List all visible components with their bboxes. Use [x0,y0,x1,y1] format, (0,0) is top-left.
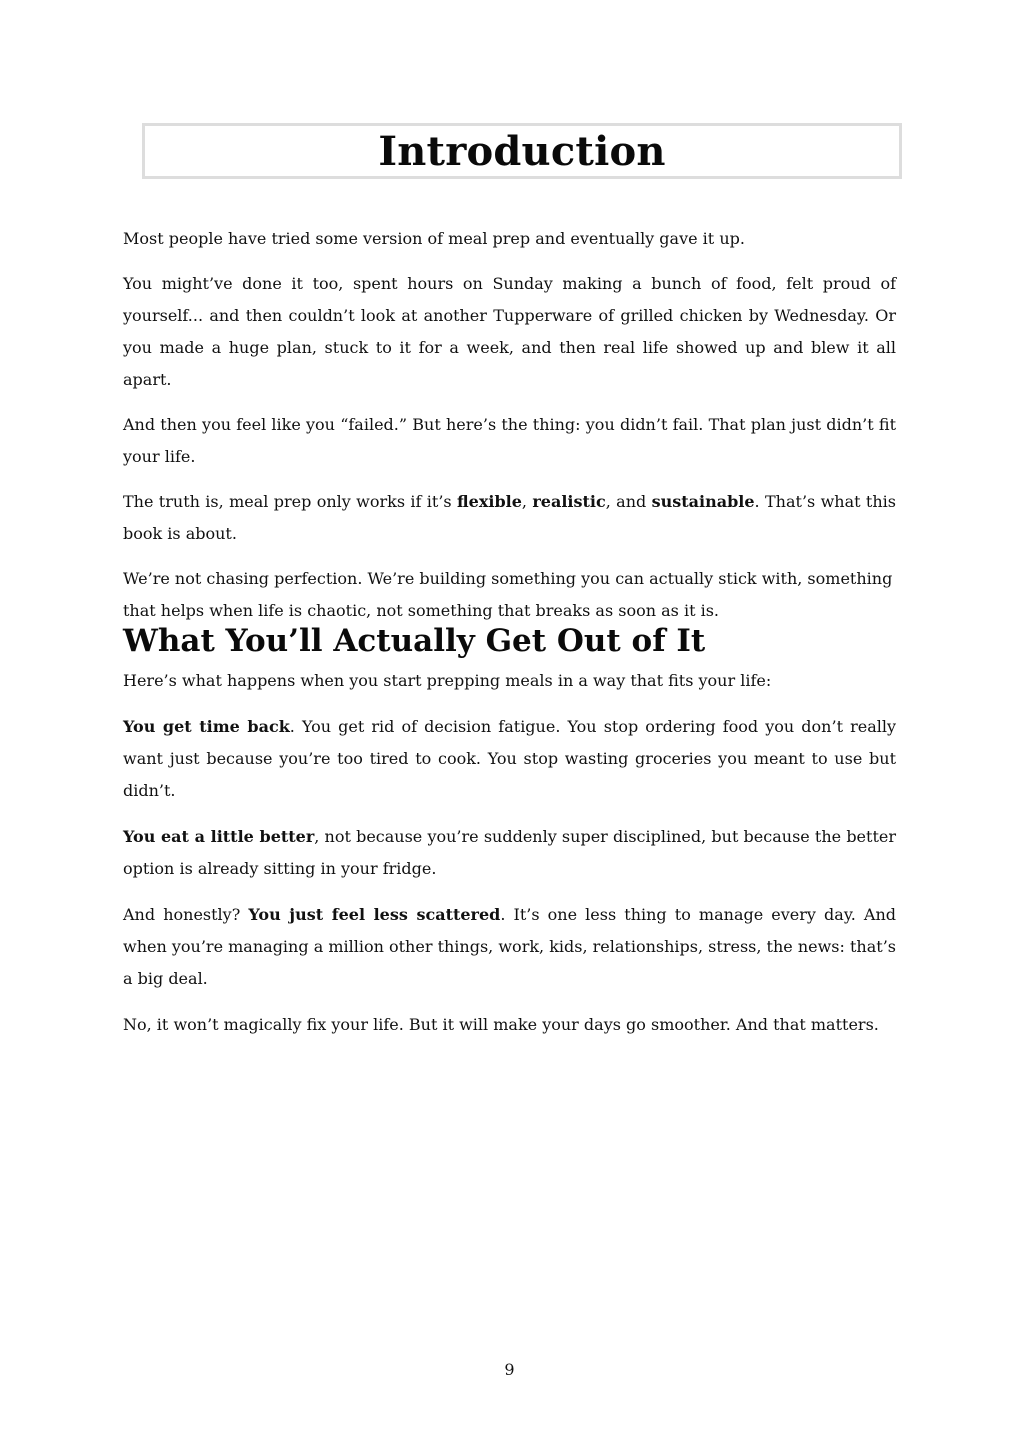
title-box [142,123,902,179]
section-paragraph-4 [123,899,896,995]
section-body [123,665,896,1055]
intro-section [123,223,896,640]
text-run: , and [605,492,652,511]
intro-paragraph-1: Most people have tried some version of meal prep and eventually gave it up. [123,229,745,248]
intro-paragraph-2: You might’ve done it too, spent hours on Sunday making a bunch of food, felt proud of yourself... and then couldn’t look at another Tupperware of grilled chicken by Wednesday. Or you made a huge plan, stuck to it for a week, and then real life showed up and blew it all apart. [123,274,896,389]
page-number: 9 [504,1360,515,1379]
section-paragraph-5: No, it won’t magically fix your life. But it will make your days go smoother. And that matters. [123,1015,879,1034]
text-run: , [521,492,533,511]
text-run: And honestly? [123,905,249,924]
section-paragraph-1: Here’s what happens when you start prepping meals in a way that fits your life: [123,671,772,690]
bold-text: realistic [532,492,606,511]
bold-text: You just feel less scattered [248,905,501,924]
bold-text: You get time back [123,717,290,736]
intro-paragraph-4 [123,486,896,550]
bold-text: You eat a little better [123,827,315,846]
intro-paragraph-5: We’re not chasing perfection. We’re building something you can actually stick with, something that helps when life is chaotic, not something that breaks as soon as it is. [123,569,893,620]
text-run: . You get rid of decision fatigue. You stop ordering food you don’t really want just because you’re too tired to cook. You stop wasting groceries you meant to use but didn’t. [123,717,897,800]
text-run: The truth is, meal prep only works if it’s [123,492,458,511]
section-paragraph-3 [123,821,896,885]
bold-text: flexible [457,492,522,511]
bold-text: sustainable [651,492,755,511]
intro-paragraph-3: And then you feel like you “failed.” But here’s the thing: you didn’t fail. That plan just didn’t fit your life. [123,415,896,466]
text-run: . It’s one less thing to manage every day. And when you’re managing a million other things, work, kids, relationships, stress, the news: that’s a big deal. [123,905,897,988]
page-title: Introduction [378,127,666,175]
text-run: , not because you’re suddenly super disciplined, but because the better option is already sitting in your fridge. [123,827,897,878]
section-paragraph-2 [123,711,896,807]
text-run: . That’s what this book is about. [123,492,896,543]
section-heading: What You’ll Actually Get Out of It [123,623,706,659]
